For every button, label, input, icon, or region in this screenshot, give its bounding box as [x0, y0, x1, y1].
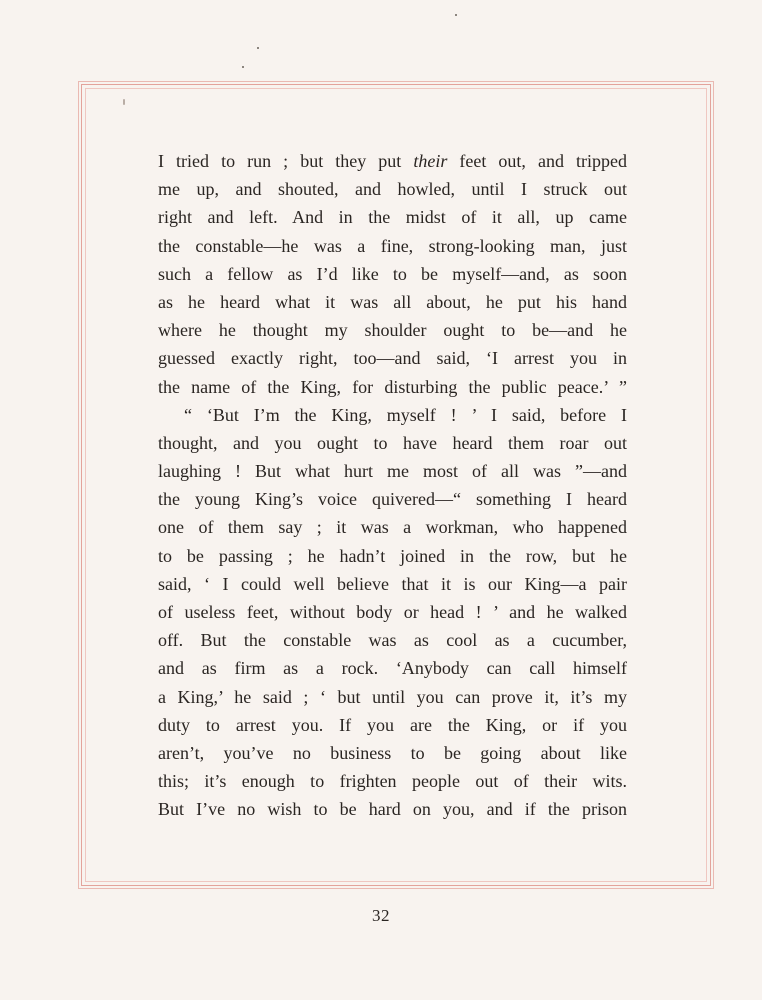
text-line-end: feet out, and tripped	[447, 151, 628, 171]
text-line: right and left. And in the midst of it all, up came	[158, 207, 627, 228]
text-line: of useless feet, without body or head ! ’ and he walked	[158, 602, 627, 622]
text-line: guessed exactly right, too—and said, ‘I arrest you in	[158, 348, 627, 369]
text-line: aren’t, you’ve no business to be going about like	[158, 742, 627, 763]
text-line: the name of the King, for disturbing the public peace.’ ”	[158, 376, 627, 397]
text-line: But I’ve no wish to be hard on you, and if the prison	[158, 799, 627, 820]
text-line	[158, 147, 627, 175]
text-line: such a fellow as I’d like to be myself—and, as soon	[158, 263, 627, 284]
text-line: the constable—he was a fine, strong-looking man, just	[158, 235, 627, 256]
text-line: this; it’s enough to frighten people out of their wits.	[158, 771, 627, 792]
text-line: to be passing ; he hadn’t joined in the row, but he	[158, 545, 627, 566]
text-line: duty to arrest you. If you are the King, or if you	[158, 714, 627, 735]
text-line: said, ‘ I could well believe that it is our King—a pair	[158, 573, 627, 594]
text-line: and as firm as a rock. ‘Anybody can call himself	[158, 658, 627, 679]
text-line: as he heard what it was all about, he put his hand	[158, 291, 627, 312]
text-line: thought, and you ought to have heard them roar out	[158, 432, 627, 453]
text-line: off. But the constable was as cool as a cucumber,	[158, 630, 627, 651]
paper-speck	[257, 47, 259, 49]
body-text	[158, 147, 627, 824]
text-line: one of them say ; it was a workman, who happened	[158, 517, 627, 538]
text-line: the young King’s voice quivered—“ something I heard	[158, 489, 627, 510]
text-line: a King,’ he said ; ‘ but until you can prove it, it’s my	[158, 686, 627, 707]
paper-speck	[242, 66, 244, 68]
italic-word: their	[413, 151, 448, 171]
paragraph-first-line: “ ‘But I’m the King, myself ! ’ I said, before I	[184, 404, 627, 425]
text-line: where he thought my shoulder ought to be—and he	[158, 320, 627, 341]
text-line-start: I tried to run ; but they put	[158, 151, 414, 171]
page-number: 32	[372, 906, 390, 925]
text-line: laughing ! But what hurt me most of all was ”—and	[158, 461, 627, 482]
paper-speck	[455, 14, 457, 16]
text-line: me up, and shouted, and howled, until I struck out	[158, 179, 627, 200]
